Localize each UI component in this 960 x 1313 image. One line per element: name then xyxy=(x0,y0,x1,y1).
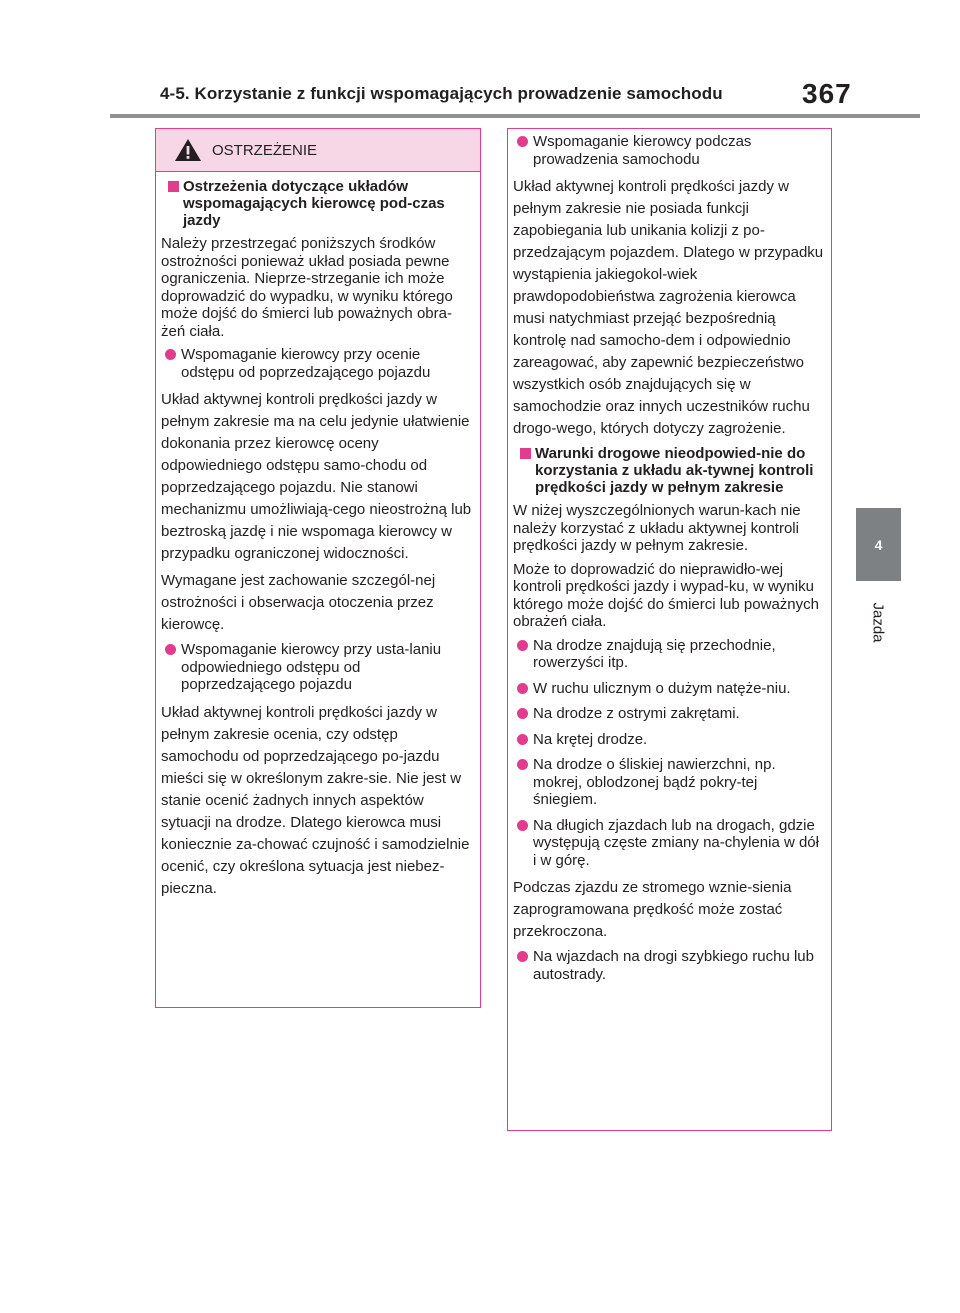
right-para-1: Układ aktywnej kontroli prędkości jazdy w pełnym zakresie nie posiada funkcji zapobiegania lub unikania kolizji z po-przedzającym pojazdem. Dlatego w przypadku wystąpienia jakiegokol-wiek prawdopodobieństwa zagrożenia kierowca musi natychmiast przejąć bezpośrednią kontrolę nad samocho-dem i odpowiednio zareagować, aby zapewnić bezpieczeństwo wszystkich osób znajdujących się w samochodzie oraz innych uczestników ruchu drogo-wego, których dotyczy zagrożenie. xyxy=(513,178,824,437)
condition-item: Na długich zjazdach lub na drogach, gdzie występują częste zmiany na-chylenia w dół i w górę. xyxy=(513,817,825,870)
right-para-3: Może to doprowadzić do nieprawidło-wej kontroli prędkości jazdy i wypad-ku, w wyniku którego może dojść do śmierci lub poważnych obrażeń ciała. xyxy=(513,560,819,630)
chapter-label-text: Jazda xyxy=(870,601,887,643)
dot-bullet-icon xyxy=(165,644,176,655)
right-bullet-1: Wspomaganie kierowcy podczas prowadzenia samochodu xyxy=(513,133,825,168)
dot-bullet-icon xyxy=(517,734,528,745)
condition-item: Na drodze o śliskiej nawierzchni, np. mokrej, oblodzonej bądź pokry-tej śniegiem. xyxy=(513,756,825,809)
dot-bullet-icon xyxy=(517,951,528,962)
warning-box-continued xyxy=(507,128,832,1131)
right-section-title: Warunki drogowe nieodpowied-nie do korzystania z układu ak-tywnej kontroli prędkości jazdy w pełnym zakresie xyxy=(513,445,825,496)
chapter-label xyxy=(856,592,901,652)
condition-item: W ruchu ulicznym o dużym natęże-niu. xyxy=(513,680,825,698)
square-bullet-icon xyxy=(168,181,179,192)
warning-box xyxy=(155,128,481,1008)
warning-header xyxy=(156,129,480,172)
warning-section-title: Ostrzeżenia dotyczące układów wspomagających kierowcę pod-czas jazdy xyxy=(161,178,474,229)
dot-bullet-icon xyxy=(517,708,528,719)
warning-bullet-2: Wspomaganie kierowcy przy usta-laniu odpowiedniego odstępu od poprzedzającego pojazdu xyxy=(161,641,474,694)
header-title: 4-5. Korzystanie z funkcji wspomagających prowadzenie samochodu xyxy=(160,84,723,103)
chapter-number: 4 xyxy=(874,536,883,553)
dot-bullet-icon xyxy=(517,640,528,651)
condition-item: Na drodze z ostrymi zakrętami. xyxy=(513,705,825,723)
dot-bullet-icon xyxy=(165,349,176,360)
condition-item: Na drodze znajdują się przechodnie, rowerzyści itp. xyxy=(513,637,825,672)
warning-para-1: Układ aktywnej kontroli prędkości jazdy w pełnym zakresie ma na celu jedynie ułatwienie dokonania przez kierowcę oceny odpowiedniego odstępu samo-chodu od poprzedzającego pojazdu. Nie stanowi mechanizmu umożliwiają-cego nieostrożną lub beztroską jazdę i nie wspomaga kierowcy w przypadku ograniczonej widoczności. xyxy=(161,391,472,562)
warning-para-3: Układ aktywnej kontroli prędkości jazdy w pełnym zakresie ocenia, czy odstęp samochodu od poprzedzającego po-jazdu mieści się w określonym zakre-sie. Nie jest w stanie ocenić żadnych innych aspektów sytuacji na drodze. Dlatego kierowca musi koniecznie za-chować czujność i samodzielnie ocenić, czy określona sytuacja jest niebez-pieczna. xyxy=(161,703,470,897)
dot-bullet-icon xyxy=(517,820,528,831)
warning-intro: Należy przestrzegać poniższych środków ostrożności ponieważ układ posiada pewne ograniczenia. Nieprze-strzeganie ich może doprowadzić do wypadku, w wyniku którego może dojść do śmierci lub poważnych obra-żeń ciała. xyxy=(161,235,453,340)
warning-bullet-1: Wspomaganie kierowcy przy ocenie odstępu od poprzedzającego pojazdu xyxy=(161,346,474,381)
chapter-tab xyxy=(856,508,901,581)
square-bullet-icon xyxy=(520,448,531,459)
warning-triangle-icon xyxy=(174,138,202,162)
page-number: 367 xyxy=(802,78,852,109)
dot-bullet-icon xyxy=(517,759,528,770)
header-rule xyxy=(110,114,920,118)
warning-header-label: OSTRZEŻENIE xyxy=(212,141,318,159)
right-para-4: Podczas zjazdu ze stromego wznie-sienia zaprogramowana prędkość może zostać przekroczona. xyxy=(513,879,792,940)
condition-item: Na krętej drodze. xyxy=(513,731,825,749)
right-para-2: W niżej wyszczególnionych warun-kach nie należy korzystać z układu aktywnej kontroli prędkości jazdy w pełnym zakresie. xyxy=(513,502,801,554)
dot-bullet-icon xyxy=(517,136,528,147)
condition-item-last: Na wjazdach na drogi szybkiego ruchu lub autostrady. xyxy=(513,948,825,983)
warning-para-2: Wymagane jest zachowanie szczegól-nej ostrożności i obserwacja otoczenia przez kierowcę. xyxy=(161,572,436,633)
dot-bullet-icon xyxy=(517,683,528,694)
